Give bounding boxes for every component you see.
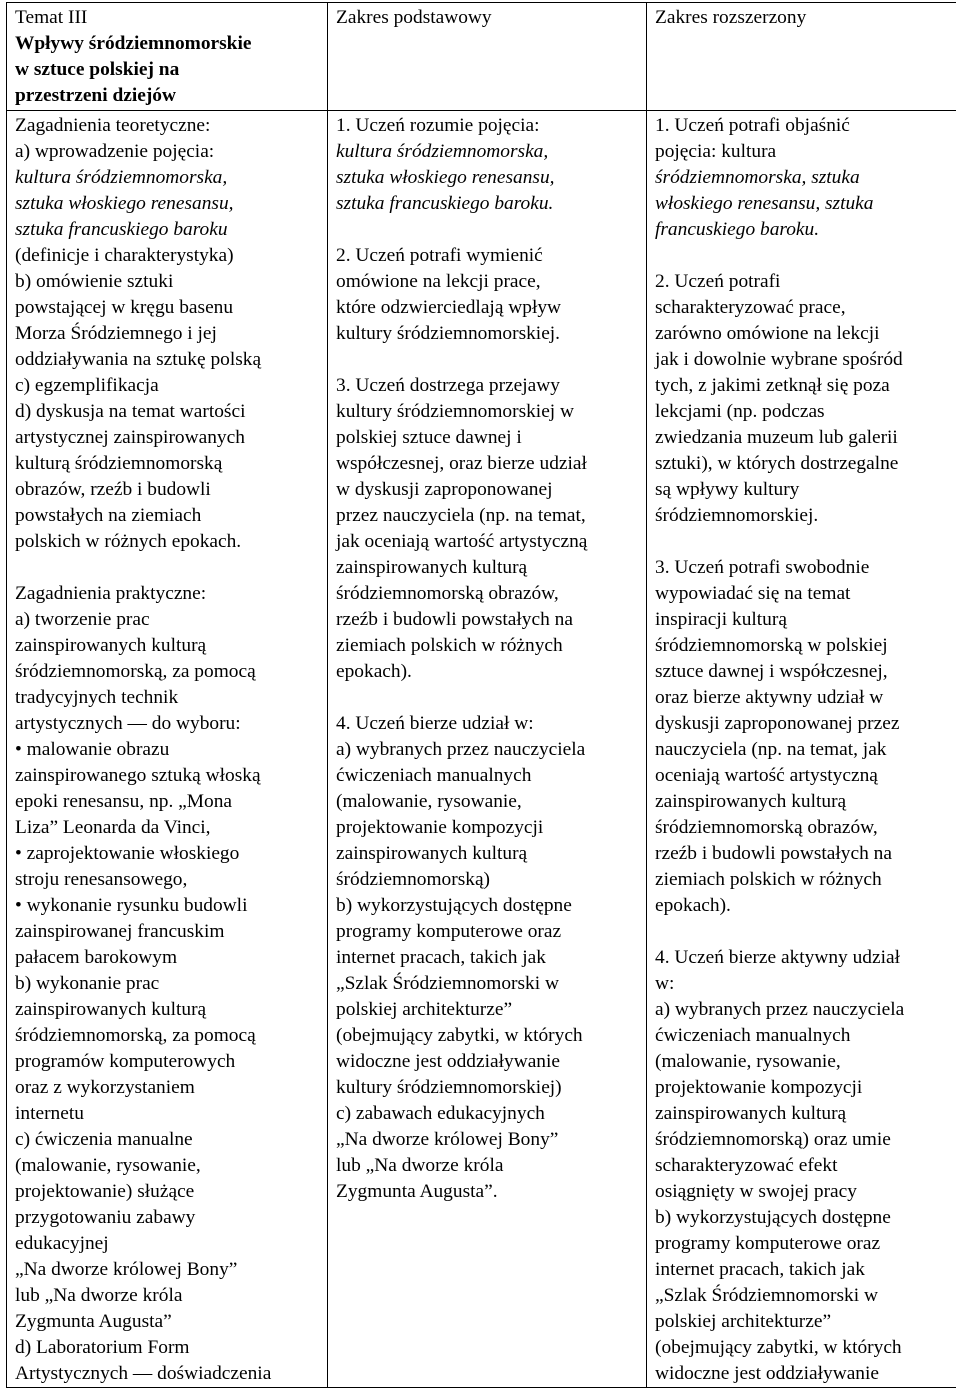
text-line: widoczne jest oddziaływanie	[336, 1051, 560, 1072]
text-line: Zygmunta Augusta”.	[336, 1181, 498, 1202]
text-line: lub „Na dworze króla	[336, 1155, 504, 1176]
text-line: „Na dworze królowej Bony”	[336, 1129, 559, 1150]
content-row	[7, 111, 957, 1388]
text-line: a) wybranych przez nauczyciela	[655, 999, 905, 1020]
text-line: scharakteryzować prace,	[655, 297, 846, 318]
text-line: śródziemnomorską, za pomocą	[15, 1025, 256, 1046]
text-line: projektowanie kompozycji	[655, 1077, 863, 1098]
basic-scope-column	[328, 111, 647, 1388]
text-line: c) zabawach edukacyjnych	[336, 1103, 545, 1124]
text-line: lekcjami (np. podczas	[655, 401, 825, 422]
text-line: jak i dowolnie wybrane spośród	[655, 349, 903, 370]
text-line: śródziemnomorską) oraz umie	[655, 1129, 891, 1150]
text-line: internetu	[15, 1103, 84, 1124]
text-line: jak oceniają wartość artystyczną	[336, 531, 588, 552]
text-line: kultura śródziemnomorska,	[336, 141, 549, 162]
text-line: Liza” Leonarda da Vinci,	[15, 817, 211, 838]
text-line: programy komputerowe oraz	[655, 1233, 881, 1254]
text-line: powstałych na ziemiach	[15, 505, 202, 526]
text-line: 2. Uczeń potrafi wymienić	[336, 245, 543, 266]
text-line: powstającej w kręgu basenu	[15, 297, 234, 318]
text-line: a) tworzenie prac	[15, 609, 150, 630]
text-line: lub „Na dworze króla	[15, 1285, 183, 1306]
text-line: • wykonanie rysunku budowli	[15, 895, 248, 916]
text-line: internet pracach, takich jak	[336, 947, 546, 968]
text-line: projektowanie kompozycji	[336, 817, 544, 838]
text-line: epokach).	[655, 895, 731, 916]
text-line: a) wybranych przez nauczyciela	[336, 739, 586, 760]
text-line: Morza Śródziemnego i jej	[15, 323, 217, 344]
text-line: programów komputerowych	[15, 1051, 236, 1072]
text-line: polskich w różnych epokach.	[15, 531, 242, 552]
text-line: w dyskusji zaproponowanej	[336, 479, 553, 500]
extended-scope-header	[647, 3, 957, 111]
document-page	[6, 2, 956, 1394]
text-line: edukacyjnej	[15, 1233, 109, 1254]
text-line: zwiedzania muzeum lub galerii	[655, 427, 898, 448]
text-line: (malowanie, rysowanie,	[336, 791, 522, 812]
text-line: b) wykonanie prac	[15, 973, 160, 994]
text-line: 4. Uczeń bierze aktywny udział	[655, 947, 900, 968]
text-line: omówione na lekcji prace,	[336, 271, 541, 292]
text-line: d) dyskusja na temat wartości	[15, 401, 246, 422]
text-line: (definicje i charakterystyka)	[15, 245, 234, 266]
text-line: widoczne jest oddziaływanie	[655, 1363, 879, 1384]
text-line: polskiej architekturze”	[336, 999, 513, 1020]
text-line: śródziemnomorską, za pomocą	[15, 661, 256, 682]
text-line: c) ćwiczenia manualne	[15, 1129, 193, 1150]
text-line: polskiej architekturze”	[655, 1311, 832, 1332]
text-line: 1. Uczeń potrafi objaśnić	[655, 115, 850, 136]
text-line: oddziaływania na sztukę polską	[15, 349, 262, 370]
text-line: 4. Uczeń bierze udział w:	[336, 713, 534, 734]
text-line: 3. Uczeń potrafi swobodnie	[655, 557, 870, 578]
text-line: kultury śródziemnomorskiej w	[336, 401, 575, 422]
text-line: sztuka francuskiego baroku.	[336, 193, 554, 214]
text-line: zainspirowanych kulturą	[655, 1103, 847, 1124]
text-line: ziemiach polskich w różnych	[655, 869, 882, 890]
text-line: kultury śródziemnomorskiej)	[336, 1077, 562, 1098]
text-line: scharakteryzować efekt	[655, 1155, 838, 1176]
text-line: stroju renesansowego,	[15, 869, 188, 890]
text-line: d) Laboratorium Form	[15, 1337, 190, 1358]
text-line: śródziemnomorską obrazów,	[655, 817, 878, 838]
blank-line	[655, 529, 956, 555]
text-line: w:	[655, 973, 675, 994]
text-line: Zagadnienia praktyczne:	[15, 583, 207, 604]
blank-line	[336, 347, 638, 373]
text-line: epoki renesansu, np. „Mona	[15, 791, 233, 812]
text-line: (malowanie, rysowanie,	[655, 1051, 841, 1072]
text-line: zainspirowanych kulturą	[15, 635, 207, 656]
text-line: 1. Uczeń rozumie pojęcia:	[336, 115, 540, 136]
text-line: b) wykorzystujących dostępne	[655, 1207, 891, 1228]
text-line: sztuki), w których dostrzegalne	[655, 453, 899, 474]
text-line: wypowiadać się na temat	[655, 583, 851, 604]
text-line: dyskusji zaproponowanej przez	[655, 713, 900, 734]
text-line: ziemiach polskich w różnych	[336, 635, 563, 656]
blank-line	[336, 217, 638, 243]
text-line: rzeźb i budowli powstałych na	[655, 843, 892, 864]
text-line: 2. Uczeń potrafi	[655, 271, 781, 292]
blank-line	[336, 685, 638, 711]
text-line: oraz z wykorzystaniem	[15, 1077, 195, 1098]
text-line: obrazów, rzeźb i budowli	[15, 479, 211, 500]
topic-header-cell	[7, 3, 328, 111]
text-line: śródziemnomorską)	[336, 869, 491, 890]
blank-line	[655, 243, 956, 269]
text-line: epokach).	[336, 661, 412, 682]
text-line: inspiracji kulturą	[655, 609, 787, 630]
text-line: (obejmujący zabytki, w których	[336, 1025, 583, 1046]
text-line: c) egzemplifikacja	[15, 375, 159, 396]
basic-scope-title: Zakres podstawowy	[336, 7, 492, 28]
text-line: b) wykorzystujących dostępne	[336, 895, 572, 916]
text-line: oceniają wartość artystyczną	[655, 765, 878, 786]
text-line: internet pracach, takich jak	[655, 1259, 865, 1280]
text-line: zainspirowanych kulturą	[655, 791, 847, 812]
text-line: są wpływy kultury	[655, 479, 800, 500]
text-line: przez nauczyciela (np. na temat,	[336, 505, 586, 526]
text-line: kultury śródziemnomorskiej.	[336, 323, 561, 344]
text-line: sztuka włoskiego renesansu,	[15, 193, 234, 214]
text-line: tradycyjnych technik	[15, 687, 179, 708]
text-line: oraz bierze aktywny udział w	[655, 687, 884, 708]
text-line: zainspirowanego sztuką włoską	[15, 765, 261, 786]
text-line: sztuka włoskiego renesansu,	[336, 167, 555, 188]
text-line: śródziemnomorską w polskiej	[655, 635, 888, 656]
text-line: zainspirowanych kulturą	[15, 999, 207, 1020]
text-line: kulturą śródziemnomorską	[15, 453, 223, 474]
text-line: współczesnej, oraz bierze udział	[336, 453, 587, 474]
text-line: sztuka francuskiego baroku	[15, 219, 228, 240]
text-line: a) wprowadzenie pojęcia:	[15, 141, 215, 162]
extended-scope-column	[647, 111, 957, 1388]
text-line: tych, z jakimi zetknął się poza	[655, 375, 890, 396]
blank-line	[655, 919, 956, 945]
text-line: Zagadnienia teoretyczne:	[15, 115, 211, 136]
text-line: Zygmunta Augusta”	[15, 1311, 172, 1332]
text-line: śródziemnomorską obrazów,	[336, 583, 559, 604]
text-line: (malowanie, rysowanie,	[15, 1155, 201, 1176]
header-row	[7, 3, 957, 111]
text-line: polskiej sztuce dawnej i	[336, 427, 522, 448]
text-line: ćwiczeniach manualnych	[655, 1025, 851, 1046]
text-line: rzeźb i budowli powstałych na	[336, 609, 573, 630]
text-line: śródziemnomorska, sztuka	[655, 167, 860, 188]
text-line: artystycznej zainspirowanych	[15, 427, 245, 448]
text-line: nauczyciela (np. na temat, jak	[655, 739, 887, 760]
text-line: b) omówienie sztuki	[15, 271, 174, 292]
curriculum-table	[6, 2, 956, 1388]
text-line: „Na dworze królowej Bony”	[15, 1259, 238, 1280]
text-line: śródziemnomorskiej.	[655, 505, 819, 526]
text-line: zainspirowanych kulturą	[336, 557, 528, 578]
text-line: zainspirowanej francuskim	[15, 921, 225, 942]
text-line: • malowanie obrazu	[15, 739, 170, 760]
text-line: projektowanie) służące	[15, 1181, 195, 1202]
text-line: Artystycznych — doświadczenia	[15, 1363, 272, 1384]
topic-title-line: w sztuce polskiej na	[15, 59, 180, 80]
topic-title-line: Wpływy śródziemnomorskie	[15, 33, 252, 54]
topic-title-line: przestrzeni dziejów	[15, 85, 176, 106]
text-line: programy komputerowe oraz	[336, 921, 562, 942]
text-line: pojęcia: kultura	[655, 141, 777, 162]
topics-column	[7, 111, 328, 1388]
topic-number: Temat III	[15, 7, 88, 28]
text-line: francuskiego baroku.	[655, 219, 820, 240]
text-line: ćwiczeniach manualnych	[336, 765, 532, 786]
text-line: artystycznych — do wyboru:	[15, 713, 241, 734]
basic-scope-header	[328, 3, 647, 111]
text-line: osiągnięty w swojej pracy	[655, 1181, 857, 1202]
extended-scope-title: Zakres rozszerzony	[655, 7, 807, 28]
text-line: pałacem barokowym	[15, 947, 178, 968]
text-line: 3. Uczeń dostrzega przejawy	[336, 375, 560, 396]
text-line: • zaprojektowanie włoskiego	[15, 843, 240, 864]
text-line: włoskiego renesansu, sztuka	[655, 193, 874, 214]
text-line: „Szlak Śródziemnomorski w	[655, 1285, 878, 1306]
text-line: sztuce dawnej i współczesnej,	[655, 661, 888, 682]
text-line: zarówno omówione na lekcji	[655, 323, 880, 344]
text-line: kultura śródziemnomorska,	[15, 167, 228, 188]
text-line: przygotowaniu zabawy	[15, 1207, 196, 1228]
blank-line	[15, 555, 319, 581]
text-line: które odzwierciedlają wpływ	[336, 297, 562, 318]
text-line: „Szlak Śródziemnomorski w	[336, 973, 559, 994]
text-line: (obejmujący zabytki, w których	[655, 1337, 902, 1358]
text-line: zainspirowanych kulturą	[336, 843, 528, 864]
